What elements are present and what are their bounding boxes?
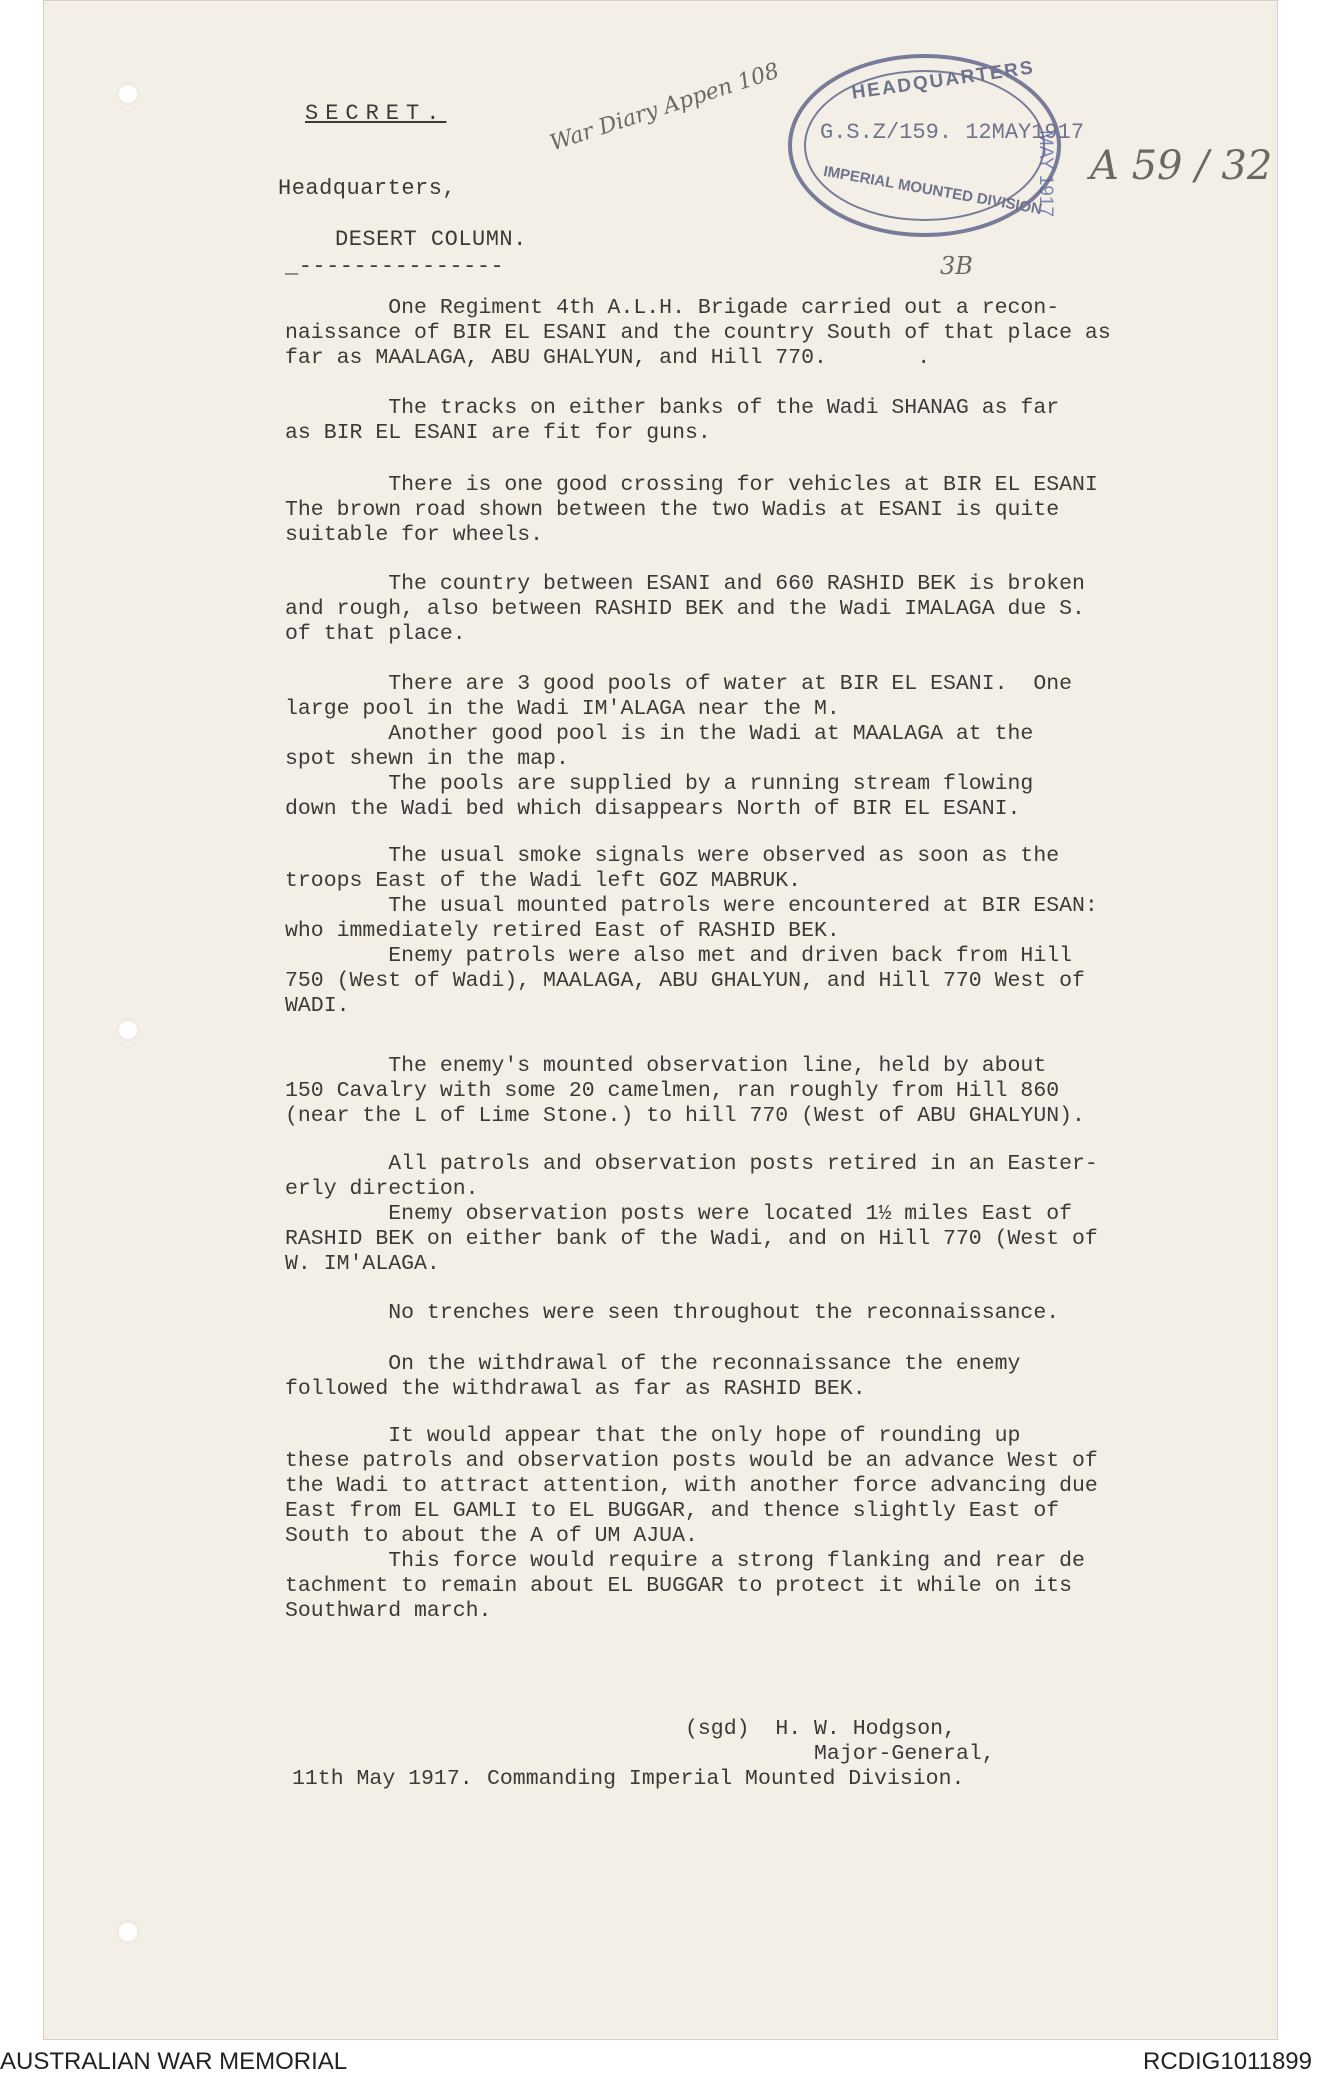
signature-block bbox=[487, 1717, 995, 1792]
text-line: W. IM'ALAGA. bbox=[285, 1252, 440, 1276]
text-line: The pools are supplied by a running stream flowing bbox=[285, 772, 1034, 796]
text-line: the Wadi to attract attention, with another force advancing due bbox=[285, 1474, 1098, 1498]
text-line: suitable for wheels. bbox=[285, 523, 544, 547]
text-line: down the Wadi bed which disappears North of BIR EL ESANI. bbox=[285, 797, 1021, 821]
paragraph bbox=[285, 396, 1275, 446]
text-line: 150 Cavalry with some 20 camelmen, ran roughly from Hill 860 bbox=[285, 1079, 1060, 1103]
paragraph bbox=[285, 572, 1275, 647]
text-line: On the withdrawal of the reconnaissance the enemy bbox=[285, 1352, 1021, 1376]
paragraph bbox=[285, 473, 1275, 548]
header-rule: _--------------- bbox=[285, 254, 505, 279]
paragraph bbox=[285, 672, 1275, 822]
paragraph bbox=[285, 1424, 1275, 1624]
text-line: Enemy observation posts were located 1½ miles East of bbox=[285, 1202, 1073, 1226]
signature-rank: Major-General, bbox=[685, 1742, 995, 1766]
text-line: naissance of BIR EL ESANI and the country South of that place as bbox=[285, 321, 1111, 345]
text-line: One Regiment 4th A.L.H. Brigade carried out a recon- bbox=[285, 296, 1060, 320]
text-line: troops East of the Wadi left GOZ MABRUK. bbox=[285, 869, 802, 893]
text-line: who immediately retired East of RASHID BEK. bbox=[285, 919, 840, 943]
text-line: The brown road shown between the two Wadis at ESANI is quite bbox=[285, 498, 1060, 522]
text-line: Southward march. bbox=[285, 1599, 492, 1623]
date-received-stamp: MAY 1917 bbox=[1035, 130, 1056, 217]
text-line: The usual mounted patrols were encountered at BIR ESAN: bbox=[285, 894, 1098, 918]
text-line: South to about the A of UM AJUA. bbox=[285, 1524, 698, 1548]
stamp-title: HEADQUARTERS bbox=[850, 57, 1036, 104]
text-line: The country between ESANI and 660 RASHID BEK is broken bbox=[285, 572, 1085, 596]
text-line: large pool in the Wadi IM'ALAGA near the M. bbox=[285, 697, 840, 721]
text-line: There is one good crossing for vehicles at BIR EL ESANI bbox=[285, 473, 1098, 497]
paragraph bbox=[285, 1152, 1275, 1277]
footer-id: RCDIG1011899 bbox=[1143, 2048, 1312, 2075]
punch-hole bbox=[117, 1019, 139, 1041]
paragraph bbox=[285, 1301, 1275, 1326]
text-line: these patrols and observation posts would be an advance West of bbox=[285, 1449, 1098, 1473]
text-line: (near the L of Lime Stone.) to hill 770 (West of ABU GHALYUN). bbox=[285, 1104, 1085, 1128]
handwritten-folio: 3B bbox=[940, 252, 973, 280]
text-line: and rough, also between RASHID BEK and the Wadi IMALAGA due S. bbox=[285, 597, 1085, 621]
text-line: All patrols and observation posts retired in an Easter- bbox=[285, 1152, 1098, 1176]
text-line: followed the withdrawal as far as RASHID BEK. bbox=[285, 1377, 866, 1401]
text-line: It would appear that the only hope of rounding up bbox=[285, 1424, 1021, 1448]
addressee-line-1: Headquarters, bbox=[278, 176, 457, 201]
handwritten-file-ref: A 59 / 32 bbox=[1090, 143, 1273, 189]
signature-command: Commanding Imperial Mounted Division. bbox=[487, 1767, 965, 1791]
classification-heading: SECRET. bbox=[305, 101, 447, 126]
text-line: erly direction. bbox=[285, 1177, 479, 1201]
text-line: The enemy's mounted observation line, held by about bbox=[285, 1054, 1047, 1078]
text-line: There are 3 good pools of water at BIR EL ESANI. One bbox=[285, 672, 1073, 696]
paragraph bbox=[285, 1054, 1275, 1129]
text-line: East from EL GAMLI to EL BUGGAR, and thence slightly East of bbox=[285, 1499, 1060, 1523]
headquarters-stamp bbox=[788, 54, 1085, 237]
text-line: WADI. bbox=[285, 994, 350, 1018]
text-line: No trenches were seen throughout the reconnaissance. bbox=[285, 1301, 1060, 1325]
text-line: RASHID BEK on either bank of the Wadi, and on Hill 770 (West of bbox=[285, 1227, 1098, 1251]
paragraph bbox=[285, 1352, 1275, 1402]
text-line: as BIR EL ESANI are fit for guns. bbox=[285, 421, 711, 445]
stamp-unit: IMPERIAL MOUNTED DIVISION bbox=[822, 162, 1044, 219]
punch-hole bbox=[117, 83, 139, 105]
text-line: tachment to remain about EL BUGGAR to protect it while on its bbox=[285, 1574, 1073, 1598]
paragraph bbox=[285, 844, 1275, 1019]
paragraph bbox=[285, 296, 1275, 371]
footer-source: AUSTRALIAN WAR MEMORIAL bbox=[0, 2048, 348, 2075]
handwritten-war-diary-note: War Diary Appen 108 bbox=[546, 58, 783, 157]
stamp-reference: G.S.Z/159. 12MAY1917 bbox=[820, 120, 1085, 145]
text-line: Enemy patrols were also met and driven back from Hill bbox=[285, 944, 1073, 968]
text-line: of that place. bbox=[285, 622, 466, 646]
text-line: The usual smoke signals were observed as soon as the bbox=[285, 844, 1060, 868]
text-line: Another good pool is in the Wadi at MAALAGA at the bbox=[285, 722, 1034, 746]
text-line: 750 (West of Wadi), MAALAGA, ABU GHALYUN, and Hill 770 West of bbox=[285, 969, 1085, 993]
text-line: This force would require a strong flanking and rear de bbox=[285, 1549, 1085, 1573]
text-line: far as MAALAGA, ABU GHALYUN, and Hill 770. . bbox=[285, 346, 931, 370]
addressee-line-2: DESERT COLUMN. bbox=[335, 227, 527, 252]
signature-name: (sgd) H. W. Hodgson, bbox=[685, 1717, 956, 1741]
text-line: The tracks on either banks of the Wadi SHANAG as far bbox=[285, 396, 1060, 420]
punch-hole bbox=[117, 1921, 139, 1943]
document-date: 11th May 1917. bbox=[292, 1767, 473, 1791]
text-line: spot shewn in the map. bbox=[285, 747, 569, 771]
